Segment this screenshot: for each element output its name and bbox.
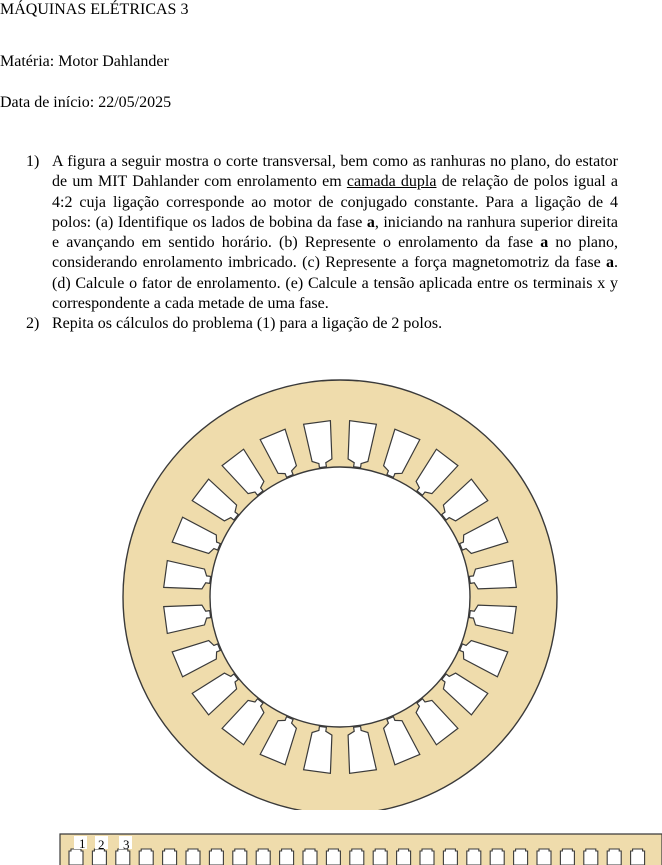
- strip-slot: [139, 849, 153, 865]
- subject-line: Matéria: Motor Dahlander: [0, 53, 169, 70]
- strip-slot: [373, 849, 387, 865]
- text-run: de relação de polos igual a 4:2 cuja ligação corresponde ao motor de conjugado constante. Para a ligação de 4 polos: (a) Identifique os lados de bobina da fase: [52, 173, 618, 231]
- question-text: [52, 153, 618, 312]
- page-title: MÁQUINAS ELÉTRICAS 3: [0, 1, 189, 18]
- strip-slot: [350, 849, 364, 865]
- slot-number-label: 2: [98, 837, 105, 852]
- bold-term: a: [540, 234, 549, 252]
- strip-slot: [631, 849, 645, 865]
- strip-slot: [490, 849, 504, 865]
- question-item: [26, 314, 618, 334]
- text-run: A figura a seguir mostra o corte transversal, bem como as ranhuras no plano, do estator de um MIT Dahlander com enrolamento em: [52, 153, 618, 191]
- strip-slot: [420, 849, 434, 865]
- strip-slot: [163, 849, 177, 865]
- stator-cross-section-figure: [0, 360, 662, 810]
- strip-slot: [256, 849, 270, 865]
- strip-slot: [280, 849, 294, 865]
- bold-term: a: [606, 254, 614, 272]
- strip-slot: [607, 849, 621, 865]
- strip-slot: [443, 849, 457, 865]
- bold-term: a: [366, 213, 375, 231]
- strip-slot: [69, 849, 83, 865]
- question-list: [26, 152, 618, 335]
- strip-slot: [537, 849, 551, 865]
- strip-slot: [397, 849, 411, 865]
- strip-slot: [467, 849, 481, 865]
- slot-number-label: 1: [79, 836, 86, 851]
- text-run: . (d) Calcule o fator de enrolamento. (e) Calcule a tensão aplicada entre os terminais x y correspondente a cada metade de uma fase.: [52, 254, 618, 313]
- text-run: , iniciando na ranhura superior direita e avançando em sentido horário. (b) Represente o enrolamento da fase: [52, 213, 619, 252]
- strip-slot: [233, 849, 247, 865]
- slot-strip-figure: [0, 830, 662, 865]
- start-date-line: Data de início: 22/05/2025: [0, 94, 172, 111]
- strip-slot: [560, 849, 574, 865]
- strip-slot: [209, 849, 223, 865]
- strip-slot: [186, 849, 200, 865]
- text-run: no plano, considerando enrolamento imbricado. (c) Represente a força magnetomotriz da fase: [52, 234, 618, 272]
- question-number: 1): [26, 153, 40, 170]
- stator-core: [123, 380, 557, 810]
- question-text: Repita os cálculos do problema (1) para a ligação de 2 polos.: [52, 315, 443, 333]
- question-item: [26, 152, 618, 314]
- slot-number-label: 3: [123, 837, 130, 852]
- strip-slot: [514, 849, 528, 865]
- question-number: 2): [26, 315, 40, 333]
- slot-strip: [60, 834, 662, 865]
- stator-ring: [123, 380, 557, 810]
- strip-slot: [326, 849, 340, 865]
- strip-slot: [303, 849, 317, 865]
- strip-slot: [584, 849, 598, 865]
- underlined-term: camada dupla: [346, 173, 437, 191]
